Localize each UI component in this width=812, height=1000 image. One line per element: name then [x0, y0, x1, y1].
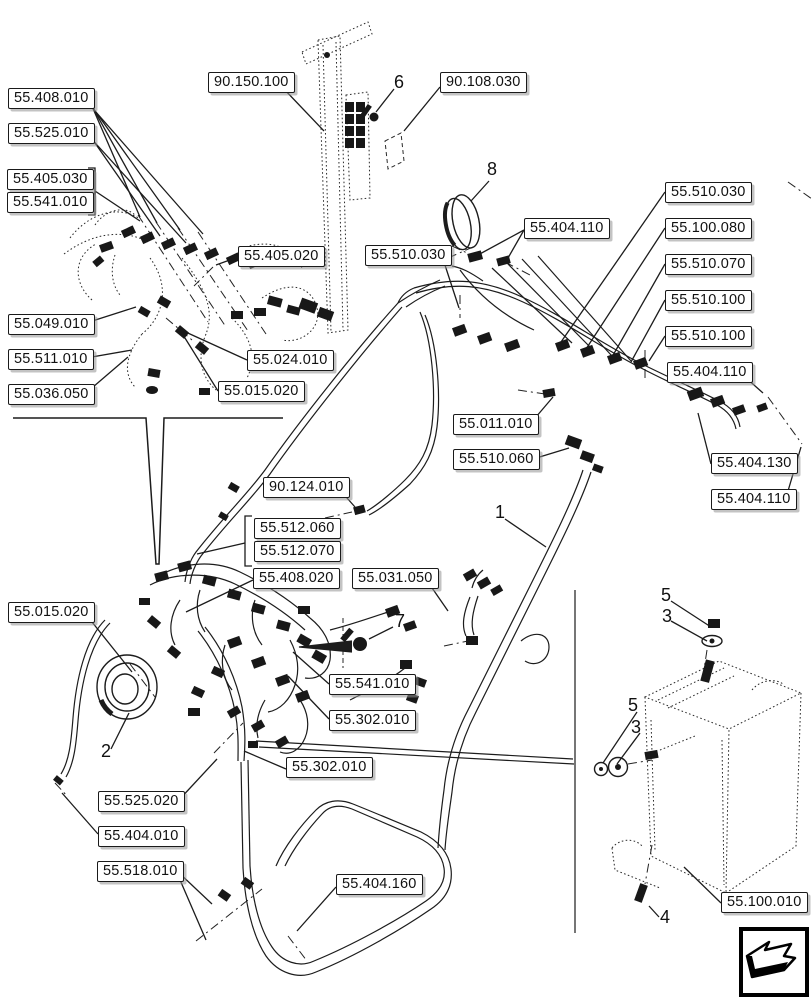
- figure-nav-logo[interactable]: [739, 927, 809, 997]
- part-label-55.408.010-0[interactable]: 55.408.010: [8, 88, 95, 109]
- part-label-55.512.070-26[interactable]: 55.512.070: [254, 541, 341, 562]
- part-label-55.404.130-22[interactable]: 55.404.130: [711, 453, 798, 474]
- part-label-55.405.020-9[interactable]: 55.405.020: [238, 246, 325, 267]
- part-label-55.408.020-27[interactable]: 55.408.020: [253, 568, 340, 589]
- item-number-7-3: 7: [395, 611, 406, 631]
- item-number-5-7: 5: [628, 695, 639, 715]
- part-label-55.036.050-6[interactable]: 55.036.050: [8, 384, 95, 405]
- dotted-harness-art: [64, 22, 801, 893]
- item-number-3-8: 3: [631, 717, 642, 737]
- part-label-55.011.010-20[interactable]: 55.011.010: [453, 414, 539, 435]
- part-label-55.404.110-23[interactable]: 55.404.110: [711, 489, 797, 510]
- part-label-55.511.010-5[interactable]: 55.511.010: [8, 349, 94, 370]
- part-label-55.510.060-21[interactable]: 55.510.060: [453, 449, 540, 470]
- part-label-55.404.110-11[interactable]: 55.404.110: [524, 218, 610, 239]
- part-label-55.100.080-15[interactable]: 55.100.080: [665, 218, 752, 239]
- part-label-55.024.010-12[interactable]: 55.024.010: [247, 350, 334, 371]
- part-label-55.302.010-31[interactable]: 55.302.010: [329, 710, 416, 731]
- part-label-55.512.060-25[interactable]: 55.512.060: [254, 518, 341, 539]
- item-number-5-5: 5: [661, 585, 672, 605]
- part-label-55.049.010-4[interactable]: 55.049.010: [8, 314, 95, 335]
- part-label-55.510.030-10[interactable]: 55.510.030: [365, 245, 452, 266]
- part-label-55.404.010-34[interactable]: 55.404.010: [98, 826, 185, 847]
- previous-figure-arrow-icon: [743, 931, 797, 985]
- part-label-55.031.050-28[interactable]: 55.031.050: [352, 568, 439, 589]
- item-number-3-6: 3: [662, 606, 673, 626]
- part-label-55.510.030-14[interactable]: 55.510.030: [665, 182, 752, 203]
- part-label-55.015.020-29[interactable]: 55.015.020: [8, 602, 95, 623]
- part-label-55.525.010-1[interactable]: 55.525.010: [8, 123, 95, 144]
- item-number-4-9: 4: [660, 907, 671, 927]
- part-label-55.525.020-33[interactable]: 55.525.020: [98, 791, 185, 812]
- part-label-55.541.010-3[interactable]: 55.541.010: [7, 192, 94, 213]
- part-label-55.510.100-18[interactable]: 55.510.100: [665, 326, 752, 347]
- item-number-1-2: 1: [495, 502, 506, 522]
- part-label-55.015.020-13[interactable]: 55.015.020: [218, 381, 305, 402]
- part-label-55.404.110-19[interactable]: 55.404.110: [667, 362, 753, 383]
- part-label-55.302.010-32[interactable]: 55.302.010: [286, 757, 373, 778]
- part-label-55.518.010-35[interactable]: 55.518.010: [97, 861, 184, 882]
- part-label-55.510.100-17[interactable]: 55.510.100: [665, 290, 752, 311]
- part-label-90.108.030-8[interactable]: 90.108.030: [440, 72, 527, 93]
- leader-lines: [13, 87, 801, 940]
- part-label-55.100.010-37[interactable]: 55.100.010: [721, 892, 808, 913]
- part-label-90.124.010-24[interactable]: 90.124.010: [263, 477, 350, 498]
- part-label-55.541.010-30[interactable]: 55.541.010: [329, 674, 416, 695]
- part-label-90.150.100-7[interactable]: 90.150.100: [208, 72, 295, 93]
- part-label-55.405.030-2[interactable]: 55.405.030: [7, 169, 94, 190]
- part-label-55.510.070-16[interactable]: 55.510.070: [665, 254, 752, 275]
- item-number-8-1: 8: [487, 159, 498, 179]
- connector-blocks: [53, 52, 768, 903]
- part-label-55.404.160-36[interactable]: 55.404.160: [336, 874, 423, 895]
- item-number-6-0: 6: [394, 72, 405, 92]
- item-number-2-4: 2: [101, 741, 112, 761]
